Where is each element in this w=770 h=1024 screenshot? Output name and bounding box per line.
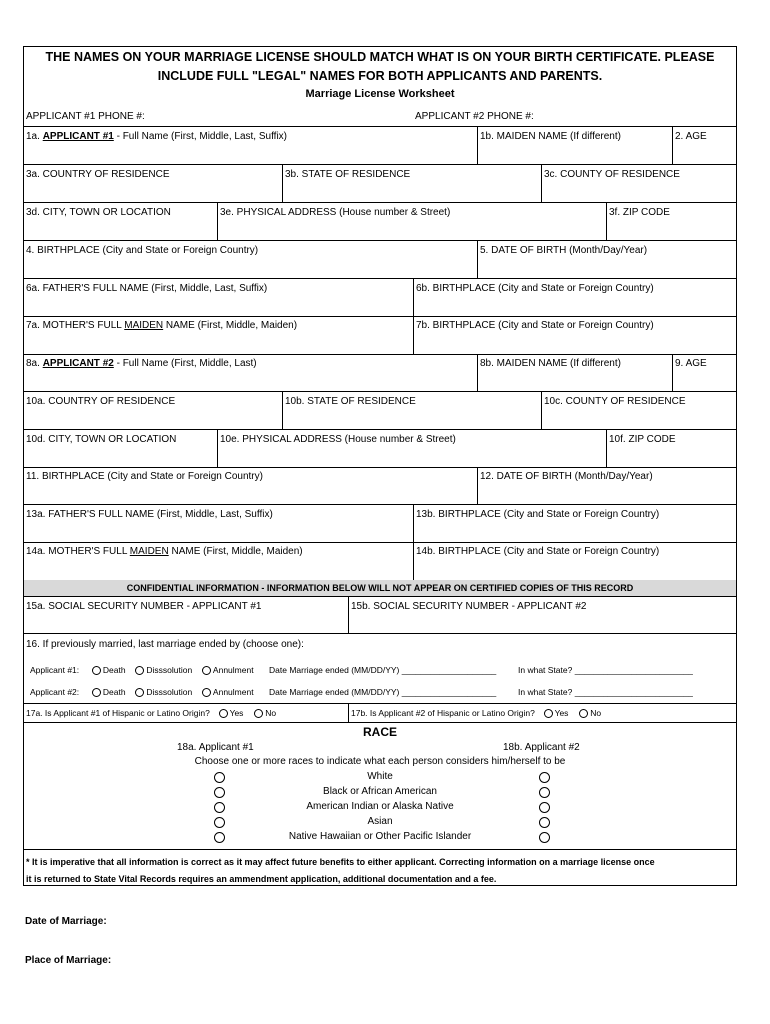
field-3b-label: 3b. STATE OF RESIDENCE bbox=[285, 169, 411, 180]
applicant1-race-pacific-islander-radio[interactable] bbox=[214, 832, 225, 843]
field-6b-label: 6b. BIRTHPLACE (City and State or Foreign Country) bbox=[416, 283, 654, 294]
field-2-label: 2. AGE bbox=[675, 131, 707, 142]
race-option-asian: Asian bbox=[367, 816, 393, 827]
field-17a-row: 17a. Is Applicant #1 of Hispanic or Latino Origin? Yes No bbox=[26, 708, 277, 718]
race-heading: RACE bbox=[362, 725, 397, 739]
field-4-label: 4. BIRTHPLACE (City and State or Foreign Country) bbox=[26, 245, 259, 256]
applicant2-date-ended[interactable]: Date Marriage ended (MM/DD/YY) ____________________ bbox=[269, 687, 497, 697]
field-10c-label: 10c. COUNTY OF RESIDENCE bbox=[544, 396, 686, 407]
race-instruction: Choose one or more races to indicate what each person considers him/herself to be bbox=[194, 756, 566, 767]
applicant1-dissolution-radio[interactable] bbox=[135, 666, 144, 675]
field-10e-label: 10e. PHYSICAL ADDRESS (House number & Street) bbox=[220, 434, 456, 445]
accuracy-notice: * It is imperative that all information is correct as it may affect future benefits to either applicant. Correcting information on a marriage license once it is returned to State Vital Records requires an ammendment application, additional documentation and a fee. bbox=[26, 857, 655, 884]
field-13a-label: 13a. FATHER'S FULL NAME (First, Middle, Last, Suffix) bbox=[26, 509, 273, 520]
field-12-label: 12. DATE OF BIRTH (Month/Day/Year) bbox=[480, 471, 653, 482]
applicant2-death-radio[interactable] bbox=[92, 688, 101, 697]
field-5-label: 5. DATE OF BIRTH (Month/Day/Year) bbox=[480, 245, 648, 256]
field-15b-label: 15b. SOCIAL SECURITY NUMBER - APPLICANT #2 bbox=[351, 601, 587, 612]
title-line-1: THE NAMES ON YOUR MARRIAGE LICENSE SHOULD MATCH WHAT IS ON YOUR BIRTH CERTIFICATE. PLEASE bbox=[45, 50, 715, 64]
applicant2-race-pacific-islander-radio[interactable] bbox=[539, 832, 550, 843]
field-14b-label: 14b. BIRTHPLACE (City and State or Foreign Country) bbox=[416, 546, 660, 557]
marriage-license-worksheet bbox=[23, 46, 737, 886]
field-10f-label: 10f. ZIP CODE bbox=[609, 434, 676, 445]
field-15a-label: 15a. SOCIAL SECURITY NUMBER - APPLICANT #1 bbox=[26, 601, 262, 612]
applicant1-race-asian-radio[interactable] bbox=[214, 817, 225, 828]
field-3c-label: 3c. COUNTY OF RESIDENCE bbox=[544, 169, 680, 180]
field-3e-label: 3e. PHYSICAL ADDRESS (House number & Street) bbox=[220, 207, 451, 218]
applicant1-hispanic-yes-radio[interactable] bbox=[219, 709, 228, 718]
field-8b-label: 8b. MAIDEN NAME (If different) bbox=[480, 358, 621, 369]
applicant1-death-radio[interactable] bbox=[92, 666, 101, 675]
applicant1-prev-marriage-row: Applicant #1: Death Disssolution Annulment bbox=[30, 665, 254, 675]
applicant1-phone-label: APPLICANT #1 PHONE #: bbox=[26, 111, 145, 122]
field-7b-label: 7b. BIRTHPLACE (City and State or Foreign Country) bbox=[416, 320, 654, 331]
applicant2-race-white-radio[interactable] bbox=[539, 772, 550, 783]
race-option-american-indian: American Indian or Alaska Native bbox=[306, 801, 454, 812]
field-8a-label: 8a. APPLICANT #2 - Full Name (First, Middle, Last) bbox=[26, 358, 257, 369]
applicant1-race-black-radio[interactable] bbox=[214, 787, 225, 798]
confidential-banner: CONFIDENTIAL INFORMATION - INFORMATION BELOW WILL NOT APPEAR ON CERTIFIED COPIES OF THIS RECORD bbox=[24, 580, 736, 596]
applicant2-race-american-indian-radio[interactable] bbox=[539, 802, 550, 813]
applicant2-dissolution-radio[interactable] bbox=[135, 688, 144, 697]
race-col-applicant2: 18b. Applicant #2 bbox=[503, 742, 580, 753]
field-10b-label: 10b. STATE OF RESIDENCE bbox=[285, 396, 416, 407]
field-7a-label: 7a. MOTHER'S FULL MAIDEN NAME (First, Middle, Maiden) bbox=[26, 320, 298, 331]
race-col-applicant1: 18a. Applicant #1 bbox=[177, 742, 254, 753]
applicant2-prev-marriage-row: Applicant #2: Death Disssolution Annulment bbox=[30, 687, 254, 697]
field-16-label: 16. If previously married, last marriage ended by (choose one): bbox=[26, 639, 304, 650]
race-option-pacific-islander: Native Hawaiian or Other Pacific Islander bbox=[288, 831, 472, 842]
field-6a-label: 6a. FATHER'S FULL NAME (First, Middle, Last, Suffix) bbox=[26, 283, 268, 294]
field-10d-label: 10d. CITY, TOWN OR LOCATION bbox=[26, 434, 177, 445]
field-3a-label: 3a. COUNTRY OF RESIDENCE bbox=[26, 169, 170, 180]
field-1a-label: 1a. APPLICANT #1 - Full Name (First, Middle, Last, Suffix) bbox=[26, 131, 288, 142]
title-line-2: INCLUDE FULL "LEGAL" NAMES FOR BOTH APPLICANTS AND PARENTS. bbox=[157, 69, 603, 83]
field-9-label: 9. AGE bbox=[675, 358, 707, 369]
applicant1-annulment-radio[interactable] bbox=[202, 666, 211, 675]
place-of-marriage-label: Place of Marriage: bbox=[25, 955, 112, 966]
applicant1-state[interactable]: In what State? _________________________ bbox=[518, 665, 693, 675]
applicant2-race-asian-radio[interactable] bbox=[539, 817, 550, 828]
field-3f-label: 3f. ZIP CODE bbox=[609, 207, 670, 218]
field-1b-label: 1b. MAIDEN NAME (If different) bbox=[480, 131, 621, 142]
applicant1-hispanic-no-radio[interactable] bbox=[254, 709, 263, 718]
applicant2-race-black-radio[interactable] bbox=[539, 787, 550, 798]
applicant1-race-white-radio[interactable] bbox=[214, 772, 225, 783]
field-14a-label: 14a. MOTHER'S FULL MAIDEN NAME (First, Middle, Maiden) bbox=[26, 546, 303, 557]
applicant2-phone-label: APPLICANT #2 PHONE #: bbox=[415, 111, 534, 122]
worksheet-subtitle: Marriage License Worksheet bbox=[305, 88, 455, 100]
field-17b-row: 17b. Is Applicant #2 of Hispanic or Latino Origin? Yes No bbox=[351, 708, 602, 718]
applicant2-hispanic-no-radio[interactable] bbox=[579, 709, 588, 718]
field-11-label: 11. BIRTHPLACE (City and State or Foreign Country) bbox=[26, 471, 263, 482]
applicant1-race-american-indian-radio[interactable] bbox=[214, 802, 225, 813]
applicant1-date-ended[interactable]: Date Marriage ended (MM/DD/YY) ____________________ bbox=[269, 665, 497, 675]
applicant2-state[interactable]: In what State? _________________________ bbox=[518, 687, 693, 697]
field-13b-label: 13b. BIRTHPLACE (City and State or Foreign Country) bbox=[416, 509, 660, 520]
field-10a-label: 10a. COUNTRY OF RESIDENCE bbox=[26, 396, 176, 407]
applicant2-annulment-radio[interactable] bbox=[202, 688, 211, 697]
race-option-black: Black or African American bbox=[323, 786, 437, 797]
date-of-marriage-label: Date of Marriage: bbox=[25, 916, 107, 927]
field-3d-label: 3d. CITY, TOWN OR LOCATION bbox=[26, 207, 171, 218]
race-option-white: White bbox=[367, 771, 393, 782]
applicant2-hispanic-yes-radio[interactable] bbox=[544, 709, 553, 718]
